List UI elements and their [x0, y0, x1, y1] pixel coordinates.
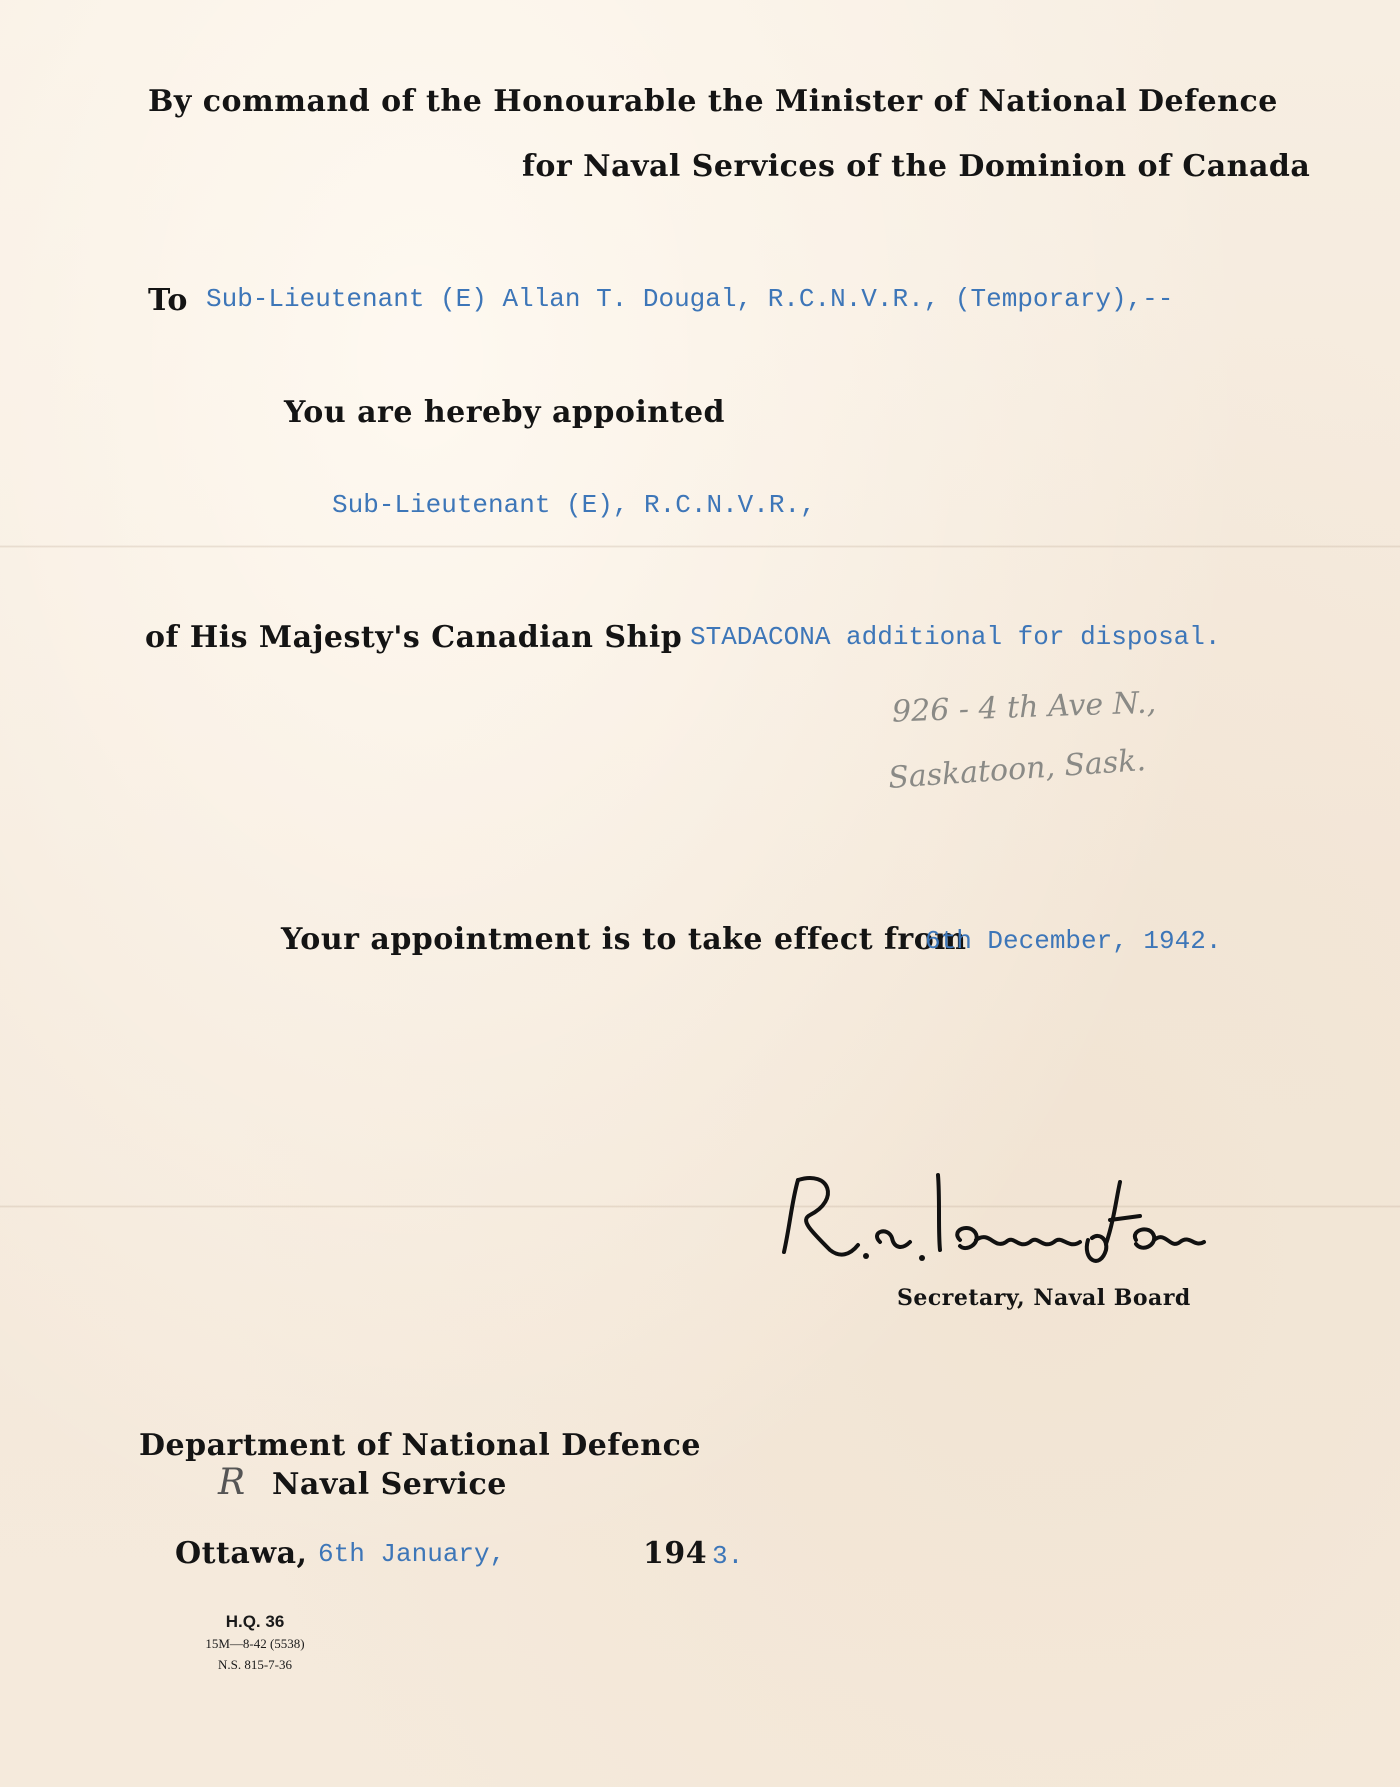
form-code-1: H.Q. 36: [225, 1612, 285, 1631]
issue-year-typed: 3.: [712, 1541, 744, 1571]
paper-fold: [0, 545, 1400, 548]
appointment-intro: You are hereby appointed: [284, 395, 726, 430]
addressee-name: Sub-Lieutenant (E) Allan T. Dougal, R.C.N.V.R., (Temporary),--: [206, 284, 1174, 314]
department-name: Department of National Defence: [139, 1428, 701, 1463]
appointment-rank: Sub-Lieutenant (E), R.C.N.V.R.,: [332, 490, 816, 520]
header-line-2: for Naval Services of the Dominion of Canada: [522, 149, 1311, 184]
signature-image: [770, 1160, 1310, 1290]
header-line-1: By command of the Honourable the Minister of National Defence: [148, 84, 1278, 119]
effective-date: 6th December, 1942.: [925, 926, 1222, 956]
form-code-2: 15M—8-42 (5538): [205, 1636, 305, 1651]
issue-date: 6th January,: [318, 1539, 506, 1569]
signature-title: Secretary, Naval Board: [897, 1285, 1191, 1311]
handwritten-address-line-1: 926 - 4 th Ave N.,: [891, 685, 1157, 730]
addressee-prefix: To: [148, 283, 188, 318]
ship-prefix: of His Majesty's Canadian Ship: [145, 620, 683, 655]
service-name: Naval Service: [272, 1467, 507, 1502]
issue-year-printed: 194: [643, 1536, 708, 1571]
place-name: Ottawa,: [175, 1536, 308, 1571]
form-code-3: N.S. 815-7-36: [217, 1657, 293, 1672]
handwritten-address-line-2: Saskatoon, Sask.: [887, 743, 1147, 796]
effective-text: Your appointment is to take effect from: [281, 922, 967, 957]
ship-name: STADACONA additional for disposal.: [690, 622, 1221, 652]
handwritten-initial: R: [218, 1462, 246, 1503]
